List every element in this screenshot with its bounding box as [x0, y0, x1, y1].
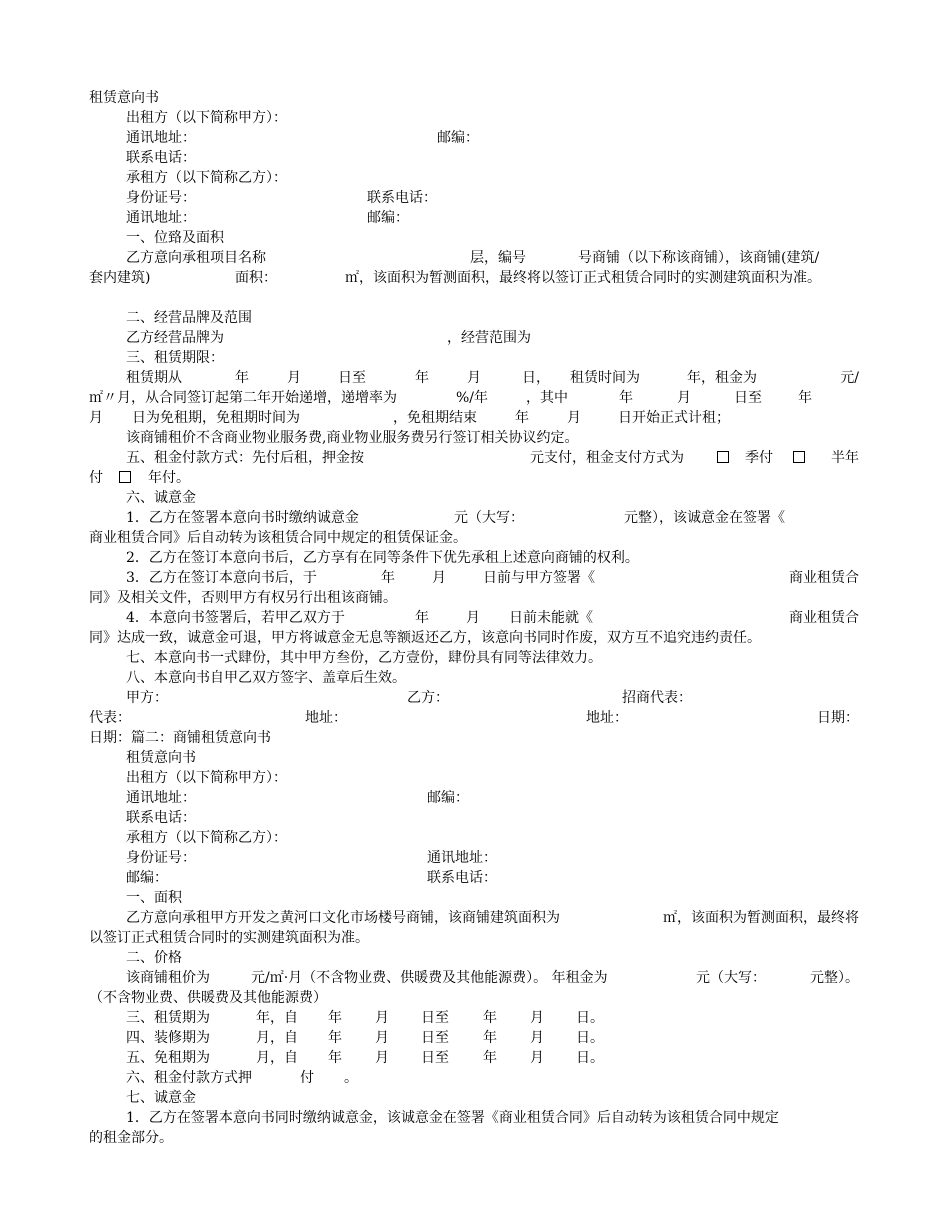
lessor-postcode-label: 邮编：: [437, 130, 479, 146]
section-heading: 二、经营品牌及范围: [126, 310, 252, 326]
lessee-id-row: [89, 188, 859, 208]
checkbox-icon: [793, 451, 805, 463]
doc2-lessor-phone: 联系电话：: [126, 810, 196, 826]
checkbox-quarterly[interactable]: [717, 448, 729, 468]
doc2-title: 租赁意向书: [126, 750, 196, 766]
section-heading: 六、诚意金: [126, 490, 196, 506]
paragraph-line: 1．乙方在签署本意向书同时缴纳诚意金，该诚意金在签署《商业租赁合同》后自动转为该租赁合同中规定: [126, 1110, 779, 1126]
paragraph-line: 套内建筑) 面积： ㎡，该面积为暂测面积，最终将以签订正式租赁合同时的实测建筑面积为准。: [89, 270, 821, 286]
paragraph-line: ㎡〃月，从合同签订起第二年开始递增，递增率为 %/年 ，其中 年 月 日至 年: [89, 390, 812, 406]
lease-term-row: 三、租赁期为 年，自 年 月 日至 年 月 日。: [126, 1010, 604, 1026]
paragraph-line: 乙方经营品牌为 ，经营范围为: [126, 330, 531, 346]
paragraph-line: 该商铺租价不含商业物业服务费,商业物业服务费另行签订相关协议约定。: [126, 430, 579, 446]
lessee-label: 承租方（以下简称乙方）：: [126, 170, 287, 186]
section-heading: 七、诚意金: [126, 1090, 196, 1106]
checkbox-yearly[interactable]: [119, 468, 131, 488]
doc2-lessor-address-row: 通讯地址： 邮编：: [126, 790, 469, 806]
payment-method-row: 六、租金付款方式押 付 。: [126, 1070, 358, 1086]
payment-row: 五、租金付款方式：先付后租，押金按 元支付，租金支付方式为 季付 半年: [126, 450, 859, 466]
paragraph-line: 2．乙方在签订本意向书后，乙方享有在同等条件下优先承租上述意向商铺的权利。: [126, 550, 639, 566]
rent-free-term-row: 五、免租期为 月，自 年 月 日至 年 月 日。: [126, 1050, 604, 1066]
fitout-term-row: 四、装修期为 月，自 年 月 日至 年 月 日。: [126, 1030, 604, 1046]
paragraph-line: 租赁期从 年 月 日至 年 月 日， 租赁时间为 年，租金为 元/: [126, 370, 859, 386]
paragraph-line: 商业租赁合同》后自动转为该租赁合同中规定的租赁保证金。: [89, 530, 467, 546]
checkbox-icon: [119, 471, 131, 483]
payment-row-cont: 付 年付。: [89, 470, 190, 486]
paragraph-line: 4．本意向书签署后，若甲乙双方于 年 月 日前未能就《 商业租赁合: [126, 610, 859, 626]
lessee-address-row: [89, 208, 859, 228]
checkbox-icon: [717, 451, 729, 463]
agent-sign: 招商代表：: [622, 690, 692, 706]
paragraph-line: 该商铺租价为 元/㎡·月（不含物业费、供暖费及其他能源费）。 年租金为 元（大写： 元整）。: [126, 970, 859, 986]
paragraph-line: 八、本意向书自甲乙双方签字、盖章后生效。: [126, 670, 406, 686]
part-two-heading: 日期：篇二：商铺租赁意向书: [89, 730, 271, 746]
signature-row: 代表： 地址： 地址： 日期：: [89, 710, 859, 726]
lessee-address-label: 通讯地址：: [126, 210, 196, 226]
doc-title: 租赁意向书: [89, 90, 159, 106]
doc2-lessee-id-row: 身份证号： 通讯地址：: [126, 850, 497, 866]
paragraph-line: 乙方意向承租甲方开发之黄河口文化市场楼号商铺，该商铺建筑面积为 ㎡，该面积为暂测面积，最终将: [126, 910, 859, 926]
paragraph-line: 同》达成一致，诚意金可退，甲方将诚意金无息等额返还乙方，该意向书同时作废，双方互不追究违约责任。: [89, 630, 761, 646]
lessor-label: 出租方（以下简称甲方）：: [126, 110, 287, 126]
checkbox-half-year[interactable]: [793, 448, 805, 468]
document-page: [89, 88, 859, 1148]
paragraph-line: 乙方意向承租项目名称 层，编号 号商铺（以下称该商铺），该商铺(建筑/: [126, 250, 820, 266]
paragraph-line: 以签订正式租赁合同时的实测建筑面积为准。: [89, 930, 369, 946]
doc2-lessee-label: 承租方（以下简称乙方）：: [126, 830, 287, 846]
paragraph-line: 的租金部分。: [89, 1130, 173, 1146]
lessee-postcode-label: 邮编：: [367, 210, 409, 226]
paragraph-line: 同》及相关文件，否则甲方有权另行出租该商铺。: [89, 590, 397, 606]
lessor-address-label: 通讯地址：: [126, 130, 196, 146]
lessee-id-label: 身份证号：: [126, 190, 196, 206]
doc2-lessor-label: 出租方（以下简称甲方）：: [126, 770, 287, 786]
paragraph-line: 3．乙方在签订本意向书后，于 年 月 日前与甲方签署《 商业租赁合: [126, 570, 859, 586]
section-heading: 一、面积: [126, 890, 182, 906]
doc2-lessee-postcode-row: 邮编： 联系电话：: [126, 870, 497, 886]
party-b-sign: 乙方：: [407, 690, 449, 706]
signature-row: [89, 688, 859, 708]
paragraph-line: （不含物业费、供暖费及其他能源费）: [89, 990, 327, 1006]
section-heading: 一、位臵及面积: [126, 230, 224, 246]
paragraph-line: 七、本意向书一式肆份，其中甲方叁份，乙方壹份，肆份具有同等法律效力。: [126, 650, 602, 666]
lessee-phone-label: 联系电话：: [367, 190, 437, 206]
party-a-sign: 甲方：: [126, 690, 168, 706]
lessor-address-row: [89, 128, 859, 148]
lessor-phone-label: 联系电话：: [126, 150, 196, 166]
section-heading: 二、价格: [126, 950, 182, 966]
paragraph-line: 月 日为免租期，免租期时间为 ，免租期结束 年 月 日开始正式计租；: [89, 410, 730, 426]
section-heading: 三、租赁期限：: [126, 350, 224, 366]
paragraph-line: 1．乙方在签署本意向书时缴纳诚意金 元（大写： 元整），该诚意金在签署《: [126, 510, 785, 526]
